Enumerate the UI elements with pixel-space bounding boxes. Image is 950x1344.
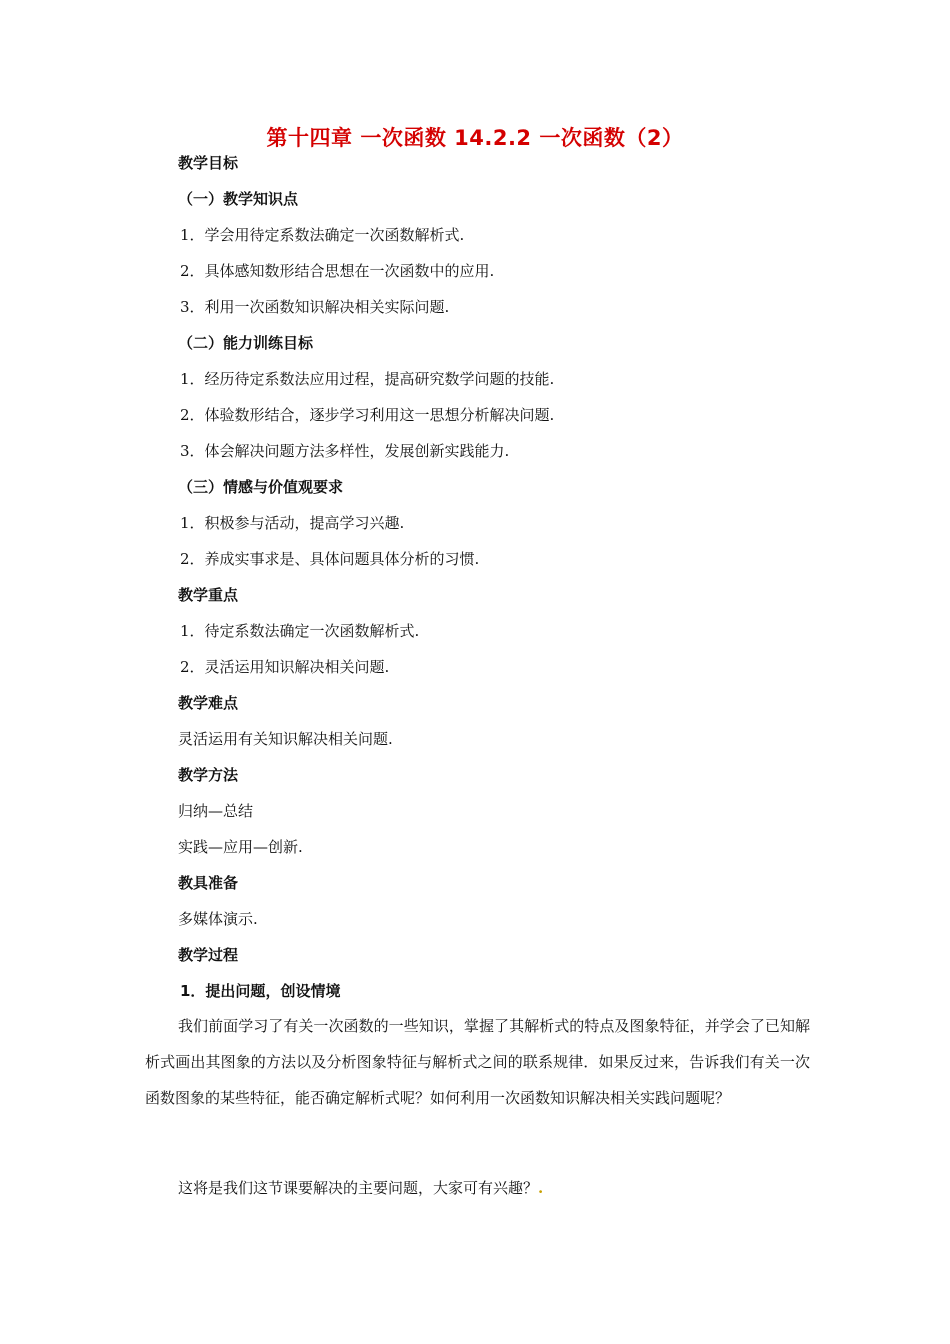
intro-paragraph: 我们前面学习了有关一次函数的一些知识，掌握了其解析式的特点及图象特征，并学会了已知解析式画出其图象的方法以及分析图象特征与解析式之间的联系规律．如果反过来，告诉我们有关一次函数图象的某些特征，能否确定解析式呢？如何利用一次函数知识解决相关实践问题呢？ [145,1017,810,1107]
list-item: 2．具体感知数形结合思想在一次函数中的应用. [180,262,495,280]
closing-paragraph-text: 这将是我们这节课要解决的主要问题，大家可有兴趣？ [178,1179,539,1197]
list-item: 1．待定系数法确定一次函数解析式. [180,622,420,640]
decorative-dot: . [538,1179,544,1197]
list-item: 2．养成实事求是、具体问题具体分析的习惯. [180,550,480,568]
document-title: 第十四章 一次函数 14.2.2 一次函数（2） [266,126,684,150]
subheading-ability-goals: （二）能力训练目标 [178,334,314,352]
subheading-knowledge-points: （一）教学知识点 [178,190,299,208]
heading-method: 教学方法 [178,766,239,784]
closing-paragraph [145,1170,810,1206]
step-heading: 1．提出问题，创设情境 [180,982,341,1000]
list-item: 2．灵活运用知识解决相关问题. [180,658,390,676]
list-item: 1．学会用待定系数法确定一次函数解析式. [180,226,465,244]
method-line: 实践—应用—创新. [178,838,303,856]
method-line: 归纳—总结 [178,802,254,820]
list-item: 3．体会解决问题方法多样性，发展创新实践能力. [180,442,510,460]
heading-key-points: 教学重点 [178,586,239,604]
heading-tools: 教具准备 [178,874,239,892]
list-item: 1．经历待定系数法应用过程，提高研究数学问题的技能. [180,370,555,388]
difficulty-text: 灵活运用有关知识解决相关问题. [178,730,393,748]
heading-process: 教学过程 [178,946,239,964]
heading-teaching-objectives: 教学目标 [178,154,239,172]
list-item: 2．体验数形结合，逐步学习利用这一思想分析解决问题. [180,406,555,424]
tools-text: 多媒体演示. [178,910,258,928]
subheading-emotion-values: （三）情感与价值观要求 [178,478,344,496]
list-item: 1．积极参与活动，提高学习兴趣. [180,514,405,532]
heading-difficulty: 教学难点 [178,694,239,712]
list-item: 3．利用一次函数知识解决相关实际问题. [180,298,450,316]
